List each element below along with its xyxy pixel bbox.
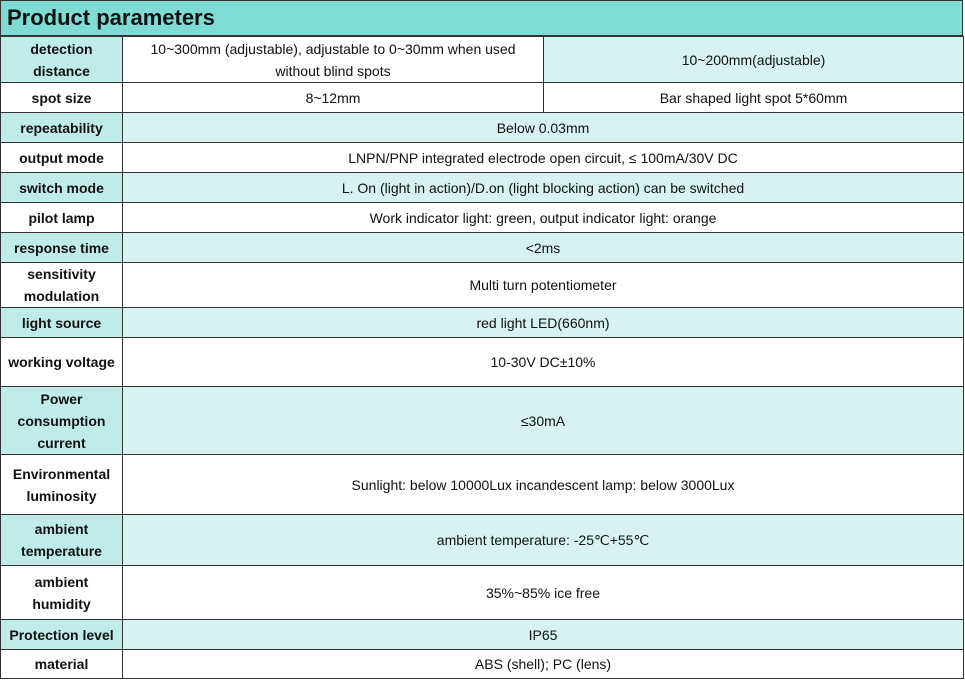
title-bar (0, 0, 963, 36)
row-value: Multi turn potentiometer (123, 263, 964, 308)
row-label: light source (1, 308, 123, 338)
row-label: working voltage (1, 338, 123, 387)
row-label: ambient humidity (1, 566, 123, 620)
parameters-table (0, 36, 964, 679)
row-value: ≤30mA (123, 387, 964, 455)
row-label: pilot lamp (1, 203, 123, 233)
table-row-light-source (1, 308, 964, 338)
table-row-power-consumption (1, 387, 964, 455)
row-value: 10~200mm(adjustable) (544, 37, 964, 83)
row-value: Work indicator light: green, output indicator light: orange (123, 203, 964, 233)
table-row-repeatability (1, 113, 964, 143)
table-row-ambient-humidity (1, 566, 964, 620)
row-value: 35%~85% ice free (123, 566, 964, 620)
row-label: switch mode (1, 173, 123, 203)
row-label: Environmental luminosity (1, 455, 123, 515)
row-label: Protection level (1, 620, 123, 650)
table-row-pilot-lamp (1, 203, 964, 233)
table-row-protection-level (1, 620, 964, 650)
table-row-material (1, 650, 964, 679)
row-value: <2ms (123, 233, 964, 263)
page-title: Product parameters (7, 5, 215, 30)
row-value: 10-30V DC±10% (123, 338, 964, 387)
row-value: Below 0.03mm (123, 113, 964, 143)
table-row-response-time (1, 233, 964, 263)
row-label: material (1, 650, 123, 679)
row-value: IP65 (123, 620, 964, 650)
table-row-sensitivity-modulation (1, 263, 964, 308)
row-value: ABS (shell); PC (lens) (123, 650, 964, 679)
table-row-ambient-temperature (1, 515, 964, 566)
row-value: LNPN/PNP integrated electrode open circuit, ≤ 100mA/30V DC (123, 143, 964, 173)
row-label: sensitivity modulation (1, 263, 123, 308)
table-row-switch-mode (1, 173, 964, 203)
row-label: spot size (1, 83, 123, 113)
row-label: ambient temperature (1, 515, 123, 566)
table-row-detection-distance (1, 37, 964, 83)
row-value: Sunlight: below 10000Lux incandescent lamp: below 3000Lux (123, 455, 964, 515)
table-row-spot-size (1, 83, 964, 113)
row-label: output mode (1, 143, 123, 173)
row-label: detection distance (1, 37, 123, 83)
row-value: ambient temperature: -25℃+55℃ (123, 515, 964, 566)
row-label: repeatability (1, 113, 123, 143)
table-row-working-voltage (1, 338, 964, 387)
row-value: L. On (light in action)/D.on (light blocking action) can be switched (123, 173, 964, 203)
row-value: 8~12mm (123, 83, 544, 113)
row-value: 10~300mm (adjustable), adjustable to 0~30mm when used without blind spots (123, 37, 544, 83)
row-value: Bar shaped light spot 5*60mm (544, 83, 964, 113)
row-value: red light LED(660nm) (123, 308, 964, 338)
table-row-environmental-luminosity (1, 455, 964, 515)
row-label: response time (1, 233, 123, 263)
table-row-output-mode (1, 143, 964, 173)
row-label: Power consumption current (1, 387, 123, 455)
